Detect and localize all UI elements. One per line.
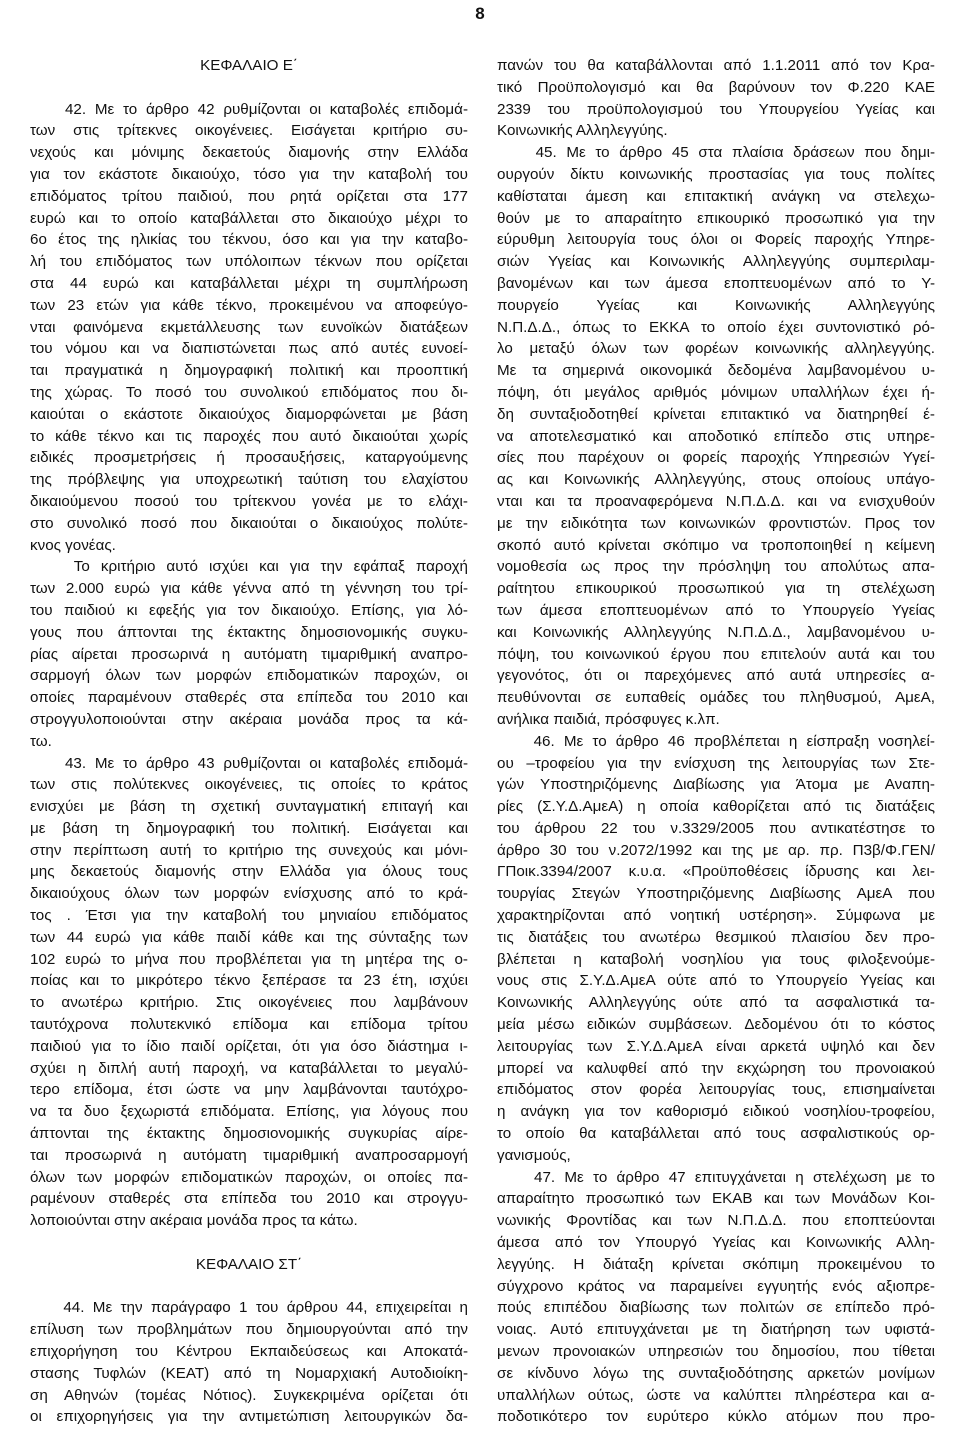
- text-line: η ανάγκη για τον καθορισμό ειδικού νοσηλίου-τροφείου,: [497, 1103, 935, 1121]
- text-line: στην περίπτωση αυτή το κριτήριο της συνεχούς και μόνι-: [30, 841, 468, 859]
- text-line: πανών του θα καταβάλλονται από 1.1.2011 από τον Κρα-: [497, 57, 935, 74]
- text-line: γεγονότος, ότι οι παρεχόμενες από αυτά υπηρεσίες α-: [497, 667, 935, 685]
- text-line: σχύει η διπλή αυτή παροχή, να καταβάλλεται το μεγαλύ-: [30, 1059, 468, 1077]
- text-line: ευρώ και το οποίο καταβάλλεται στο δικαιούχο μέχρι το: [30, 209, 468, 227]
- text-line: δικαιούμενου ποσού του τρίτεκνου γονέα με το ελάχι-: [30, 492, 468, 510]
- text-line: 45. Με το άρθρο 45 στα πλαίσια δράσεων που δημι-: [497, 144, 935, 162]
- text-line: της πρόβλεψης για υποχρεωτική ταύτιση του ελαχίστου: [30, 471, 468, 489]
- text-line: απαραίτητο προσωπικό των ΕΚΑΒ και των Μονάδων Κοι-: [497, 1190, 935, 1208]
- text-line: ου –τροφείου για την ενίσχυση της λειτουργίας των Στε-: [497, 754, 935, 772]
- text-line: πούς επιπέδου διαβίωσης των πολιτών σε επίπεδο πρό-: [497, 1299, 935, 1317]
- text-line: νοιας. Αυτό επιτυγχάνεται με τη διατήρηση των υφιστά-: [497, 1321, 935, 1339]
- text-line: ποίας και το μικρότερο τέκνο ξεπέρασε τα 23 έτη, ισχύει: [30, 972, 468, 990]
- text-line: ραμένουν σταθερές στα επίπεδα του 2010 και στρογγυ-: [30, 1190, 468, 1208]
- text-line: ας και Κοινωνικής Αλληλεγγύης, στους οποίους υπάγο-: [497, 471, 935, 489]
- text-line: ρίας αίρεται προσωρινά η αυτόματη τιμαριθμική αναπρο-: [30, 645, 468, 663]
- text-line: λή του επιδόματος των υπόλοιπων τέκνων που ορίζεται: [30, 253, 468, 271]
- chapter-heading: ΚΕΦΑΛΑΙΟ ΣΤ΄: [195, 1255, 303, 1273]
- text-line: τις διατάξεις του ανωτέρω θεσμικού πλαισίου δεν προ-: [497, 928, 935, 946]
- text-line: οποίες παραμένουν σταθερές στα επίπεδα του 2010 και: [30, 689, 468, 707]
- text-line: 46. Με το άρθρο 46 προβλέπεται η είσπραξη νοσηλεί-: [497, 732, 935, 750]
- text-line: στασης Τυφλών (ΚΕΑΤ) από τη Νομαρχιακή Αυτοδιοίκη-: [30, 1364, 468, 1382]
- text-line: των στις πολύτεκνες οικογένειες, τις οποίες το κράτος: [30, 776, 468, 794]
- text-line: [30, 1276, 468, 1298]
- text-line: χαρακτηρίζονται από νοητική υστέρηση». Σύμφωνα με: [497, 907, 935, 925]
- text-line: να τα δυο ξεχωριστά επιδόματα. Επίσης, για λόγους που: [30, 1103, 468, 1121]
- text-line: του παιδιού κι εφεξής για τον δικαιούχο. Επίσης, για λό-: [30, 601, 468, 619]
- text-line: το ανωτέρω κριτήριο. Στις οικογένειες που λαμβάνουν: [30, 994, 468, 1012]
- text-line: μπορεί να καλυφθεί από την εκχώρηση του προνοιακού: [497, 1059, 935, 1077]
- text-line: μεία μέσω ειδικών συμβάσεων. Δεδομένου ότι το κόστος: [497, 1016, 935, 1034]
- text-line: άμεσα από τον Υπουργό Υγείας και Κοινωνικής Αλλη-: [497, 1234, 935, 1252]
- text-line: υπαλλήλων ούτως, ώστε να καλύπτει πληρέστερα και α-: [497, 1386, 935, 1404]
- text-line: όλων των μορφών επιδοματικών παροχών, οι οποίες πα-: [30, 1168, 468, 1186]
- text-line: σίες που παρέχουν οι φορείς παροχής Υπηρεσιών Υγεί-: [497, 449, 935, 467]
- text-line: βλέπεται η καταβολή νοσηλίου για τους φιλοξενούμε-: [497, 950, 935, 968]
- text-line: πουργείο Υγείας και Κοινωνικής Αλληλεγγύης: [497, 296, 935, 314]
- text-line: ταυτόχρονα πολυτεκνικό επίδομα και επίδομα τρίτου: [30, 1016, 468, 1034]
- text-line: πόψη, ότι μεγάλος αριθμός μόνιμων υπαλλήλων έχει ή-: [497, 383, 935, 401]
- text-line: νται και τα προαναφερόμενα Ν.Π.Δ.Δ. και να ενισχυθούν: [497, 492, 935, 510]
- text-line: το οποίο θα καταβάλλεται από τους ασφαλιστικούς ορ-: [497, 1125, 935, 1143]
- text-line: σύγχρονο κράτος να παραμείνει εγγυητής ενός αξιοπρε-: [497, 1277, 935, 1295]
- text-line: να αποτελεσματικό και αποδοτικό επίπεδο στις υπηρε-: [497, 427, 935, 445]
- text-line: με βάση τη δημογραφική του πολιτική. Εισάγεται και: [30, 819, 468, 837]
- text-line: των 23 ετών για κάθε τέκνο, προκειμένου να αποφεύγο-: [30, 296, 468, 314]
- text-line: νται φαινόμενα εκμετάλλευσης των ευνοϊκών διατάξεων: [30, 318, 468, 336]
- text-line: σιών Υγείας και Κοινωνικής Αλληλεγγύης συμπεριλαμ-: [497, 253, 935, 271]
- text-line: σκοπό αυτό κρίνεται σκόπιμο να τροποποιηθεί η κείμενη: [497, 536, 935, 554]
- text-line: 6ο έτος της ηλικίας του τέκνου, όσο και για την καταβο-: [30, 231, 468, 249]
- text-line: άρθρο 30 του ν.2072/1992 και της με αρ. πρ. Π3β/Φ.ΓΕΝ/: [497, 841, 935, 859]
- text-line: ουργούν δίκτυ κοινωνικής προστασίας για τους πολίτες: [497, 165, 935, 183]
- text-line: ται προσωρινά η αυτόματη τιμαριθμική αναπροσαρμογή: [30, 1146, 468, 1164]
- text-line: σαρμογή όλων των μορφών επιδοματικών παροχών, οι: [30, 667, 468, 685]
- text-line: τος . Έτσι για την καταβολή του μηνιαίου επιδόματος: [30, 907, 468, 925]
- text-line: άπτονται της έκτακτης δημοσιονομικής συγκυρίας αίρε-: [30, 1125, 468, 1143]
- text-line: Το κριτήριο αυτό ισχύει και για την εφάπαξ παροχή: [30, 558, 468, 576]
- text-line: κνος γονέας.: [30, 536, 116, 554]
- text-line: ται πραγματικά η δημογραφική πολιτική και προοπτική: [30, 362, 468, 380]
- text-line: γανισμούς,: [497, 1146, 571, 1164]
- text-line: μης δεκαετούς διαμονής στην Ελλάδα για όλους τους: [30, 863, 468, 881]
- text-line: ραίτητου επικουρικού προσωπικού για τη στελέχωση: [497, 580, 935, 598]
- text-line: [30, 77, 468, 99]
- text-line: σε κίνδυνο λόγω της συνταξιοδότησης αρκετών μονίμων: [497, 1364, 935, 1382]
- text-line: επιδόματος τρίτου παιδιού, που ρητά ορίζεται στα 177: [30, 187, 468, 205]
- text-line: παιδιού για το ίδιο παιδί ορίζεται, ότι για όσο διάστημα ι-: [30, 1037, 468, 1055]
- text-line: το κάθε τέκνο και τις παροχές που αυτό δικαιούται χωρίς: [30, 427, 468, 445]
- text-line: των 44 ευρώ για κάθε παιδί κάθε και της σύνταξης των: [30, 928, 468, 946]
- text-line: τερο επίδομα, έτσι ώστε να μην λαμβάνονται ταυτόχρο-: [30, 1081, 468, 1099]
- text-line: Ν.Π.Δ.Δ., όπως το ΕΚΚΑ το οποίο έχει συντονιστικό ρό-: [497, 318, 935, 336]
- text-line: νους στις Σ.Υ.Δ.ΑμεΑ ούτε από το Υπουργείο Υγείας και: [497, 972, 935, 990]
- text-line: για τον εκάστοτε δικαιούχο, τόσο για την καταβολή του: [30, 165, 468, 183]
- text-line: δικαιούχους όλων των μορφών ενίσχυσης από το κρά-: [30, 885, 468, 903]
- text-line: γους που άπτονται της έκτακτης δημοσιονομικής συγκυ-: [30, 623, 468, 641]
- page-number: 8: [475, 4, 485, 23]
- text-line: βανομένων και των άμεσα εποπτευομένων από το Υ-: [497, 274, 935, 292]
- text-line: ανήλικα παιδιά, πρόσφυγες κ.λπ.: [497, 710, 720, 728]
- text-line: ειδικές προσμετρήσεις ή προσαυξήσεις, καταργούμενης: [30, 449, 468, 467]
- text-line: γών Υποστηριζόμενης Διαβίωσης για Άτομα με Αναπη-: [497, 776, 935, 794]
- text-line: με την ειδικότητα των κοινωνικών φροντιστών. Προς τον: [497, 514, 935, 532]
- text-line: πόψη, του κοινωνικού έργου που επιτελούν αυτά και του: [497, 645, 935, 663]
- text-line: Κοινωνικής Αλληλεγγύης.: [497, 122, 668, 140]
- text-line: λεγγύης. Η διάταξη κρίνεται σκόπιμη προκειμένου το: [497, 1255, 935, 1273]
- text-line: και Κοινωνικής Αλληλεγγύης Ν.Π.Δ.Δ., λαμβανομένου υ-: [497, 623, 935, 641]
- text-line: ΓΠοικ.3394/2007 κ.υ.α. «Προϋποθέσεις ίδρυσης και λει-: [497, 863, 935, 881]
- text-line: επιδόματος στον φορέα λειτουργίας τους, επισημαίνεται: [497, 1081, 935, 1099]
- text-line: του νόμου και να διαπιστώνεται πως από αυτές ευνοεί-: [30, 340, 468, 358]
- text-line: νομοθεσία ως προς την πρόσληψη του απολύτως απα-: [497, 558, 935, 576]
- text-line: 43. Με το άρθρο 43 ρυθμίζονται οι καταβολές επιδομά-: [30, 754, 468, 772]
- text-line: δη συνταξιοδοτηθεί κρίνεται επιτακτικό να διατηρηθεί έ-: [497, 405, 935, 423]
- text-line: επίλυση των προβλημάτων που δημιουργούνται από την: [30, 1321, 468, 1339]
- text-line: του άρθρου 22 του ν.3329/2005 που αντικατέστησε το: [497, 819, 935, 837]
- text-line: της χώρας. Το ποσό του συνολικού επιδόματος που δι-: [30, 383, 468, 401]
- text-line: ση Αθηνών (τομέας Νότιος). Συγκεκριμένα ορίζεται ότι: [30, 1386, 468, 1404]
- text-line: μενων προνοιακών υπηρεσιών του δημοσίου, που τίθεται: [497, 1343, 935, 1361]
- text-line: τω.: [30, 732, 52, 750]
- text-line: στρογγυλοποιούνται στην ακέραια μονάδα προς τα κά-: [30, 710, 468, 728]
- text-line: ποδοτικότερο τον ευρύτερο κύκλο ατόμων που προ-: [497, 1408, 935, 1426]
- text-line: των στις τρίτεκνες οικογένειες. Εισάγεται κριτήριο συ-: [30, 122, 468, 140]
- text-line: επιχορήγηση του Κέντρου Εκπαιδεύσεως και Αποκατά-: [30, 1343, 468, 1361]
- text-line: νεχούς και μόνιμης δεκαετούς διαμονής στην Ελλάδα: [30, 144, 468, 162]
- text-line: οι επιχορηγήσεις για την αντιμετώπιση λειτουργικών δα-: [30, 1408, 468, 1426]
- text-line: στα 44 ευρώ και καταβάλλεται μέχρι τη συμπλήρωση: [30, 274, 468, 292]
- text-line: των άμεσα εποπτευομένων από το Υπουργείο Υγείας: [497, 601, 935, 619]
- text-line: τουργίας Στεγών Υποστηριζόμενης Διαβίωσης ΑμεΑ που: [497, 885, 935, 903]
- right-text-column: [497, 55, 935, 1428]
- text-line: των 2.000 ευρώ για κάθε γέννα από τη γέννηση του τρί-: [30, 580, 468, 598]
- text-line: [30, 1232, 468, 1254]
- text-line: Κοινωνικής Αλληλεγγύης ούτε από τα ασφαλιστικά τα-: [497, 994, 935, 1012]
- text-line: στο συνολικό ποσό που δικαιούται ο δικαιούχος πολύτε-: [30, 514, 468, 532]
- text-line: καθίσταται άμεση και επιτακτική ανάγκη να στελεχω-: [497, 187, 935, 205]
- text-line: νωνικής Φροντίδας και των Ν.Π.Δ.Δ. που εποπτεύονται: [497, 1212, 935, 1230]
- text-line: 44. Με την παράγραφο 1 του άρθρου 44, επιχειρείται η: [30, 1299, 468, 1317]
- text-line: 2339 του προϋπολογισμού του Υπουργείου Υγείας και: [497, 100, 935, 118]
- text-line: ρίες (Σ.Υ.Δ.ΑμεΑ) η οποία καθορίζεται από τις διατάξεις: [497, 798, 935, 816]
- text-line: Με τα σημερινά οικονομικά δεδομένα λαμβανομένου υ-: [497, 362, 935, 380]
- text-line: λο μεταξύ όλων των φορέων κοινωνικής αλληλεγγύης.: [497, 340, 935, 358]
- text-line: 47. Με το άρθρο 47 επιτυγχάνεται η στελέχωση με το: [497, 1168, 935, 1186]
- text-line: πευθύνονται σε ευπαθείς ομάδες του πληθυσμού, ΑμεΑ,: [497, 689, 935, 707]
- text-line: 102 ευρώ το μήνα που προβλέπεται για τη μητέρα της ο-: [30, 950, 468, 968]
- text-line: θούν με το απαραίτητο επικουρικό προσωπικό για την: [497, 209, 935, 227]
- text-line: ενισχύει με βάση τη σχετική συνταγματική επιταγή και: [30, 798, 468, 816]
- text-line: 42. Με το άρθρο 42 ρυθμίζονται οι καταβολές επιδομά-: [30, 100, 468, 118]
- text-line: καιούται ο εκάστοτε δικαιούχος διαμορφώνεται με βάση: [30, 405, 468, 423]
- left-text-column: [30, 55, 468, 1428]
- chapter-heading: ΚΕΦΑΛΑΙΟ Ε΄: [200, 57, 298, 74]
- text-line: λοποιούνται στην ακέραια μονάδα προς τα κάτω.: [30, 1212, 358, 1230]
- text-line: εύρυθμη λειτουργία τους όλοι οι Φορείς παροχής Υπηρε-: [497, 231, 935, 249]
- text-line: λειτουργίας των Σ.Υ.Δ.ΑμεΑ είναι αρκετά υψηλό και δεν: [497, 1037, 935, 1055]
- text-line: τικό Προϋπολογισμό και θα βαρύνουν τον Φ.220 ΚΑΕ: [497, 78, 935, 96]
